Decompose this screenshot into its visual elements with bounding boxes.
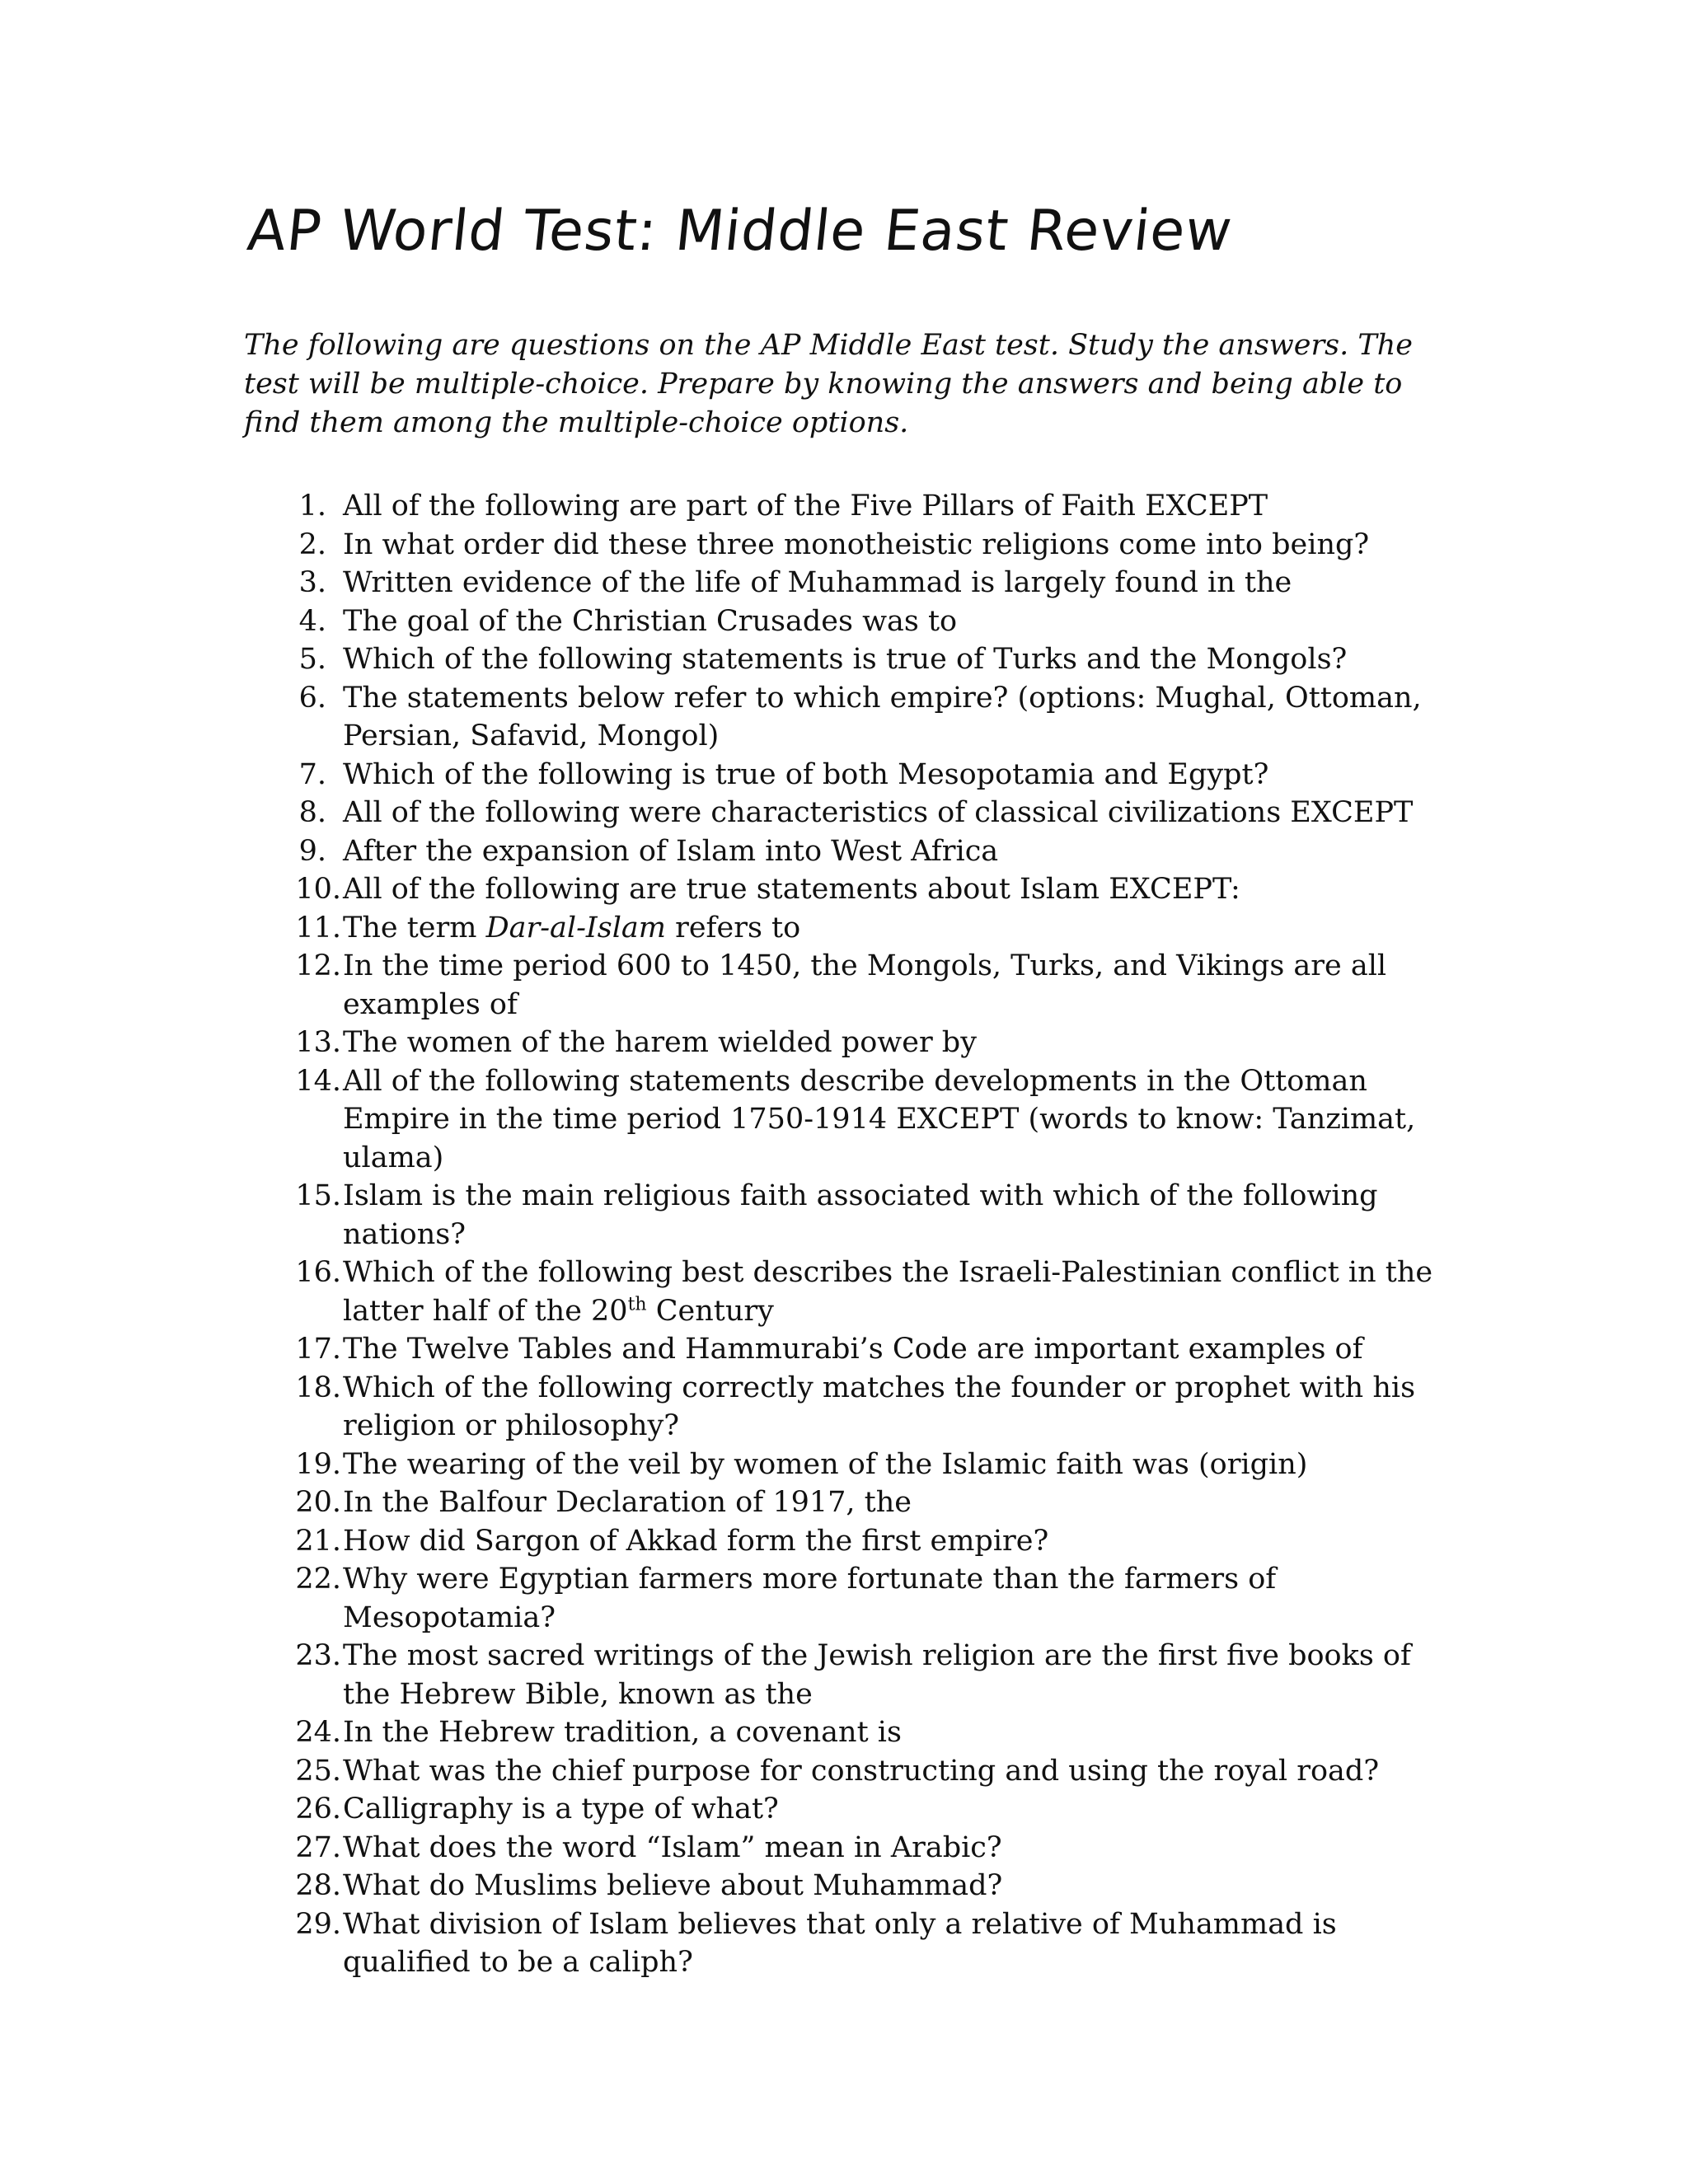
ordinal-suffix: th — [627, 1293, 647, 1315]
question-text: After the expansion of Islam into West Africa — [343, 834, 999, 868]
question-item — [244, 1790, 1447, 1829]
document-intro: The following are questions on the AP Middle East test. Study the answers. The test will be multiple-choice. Prepare by knowing the answers and being able to find them among the multiple-choice options. — [244, 329, 1413, 439]
question-text-part: The term — [343, 911, 486, 944]
question-number: 20. — [295, 1486, 341, 1519]
question-text: How did Sargon of Akkad form the first empire? — [343, 1524, 1049, 1558]
question-text: In the Hebrew tradition, a covenant is — [343, 1716, 902, 1749]
question-text: The women of the harem wielded power by — [343, 1026, 977, 1059]
question-item — [244, 756, 1447, 794]
question-number: 25. — [295, 1754, 341, 1788]
question-number: 29. — [295, 1907, 341, 1941]
question-text: All of the following were characteristics of classical civilizations EXCEPT — [343, 796, 1414, 829]
document-page — [244, 194, 1447, 1982]
question-text: What does the word “Islam” mean in Arabic? — [343, 1830, 1002, 1864]
question-text: Why were Egyptian farmers more fortunate than the farmers of Mesopotamia? — [343, 1563, 1277, 1634]
question-text: What do Muslims believe about Muhammad? — [343, 1869, 1003, 1902]
question-item — [244, 1254, 1447, 1330]
question-text: All of the following statements describe developments in the Ottoman Empire in the time period 1750-1914 EXCEPT (words to know: Tanzimat, ulama) — [343, 1064, 1416, 1174]
question-number: 16. — [295, 1256, 341, 1289]
question-item — [244, 487, 1447, 526]
question-text: The wearing of the veil by women of the Islamic faith was (origin) — [343, 1447, 1308, 1481]
question-number: 10. — [295, 873, 341, 906]
question-item — [244, 526, 1447, 565]
question-item — [244, 909, 1447, 948]
question-text: What division of Islam believes that only a relative of Muhammad is qualified to be a caliph? — [343, 1907, 1337, 1979]
question-item — [244, 1905, 1447, 1982]
question-number: 27. — [295, 1830, 341, 1864]
question-item — [244, 1560, 1447, 1637]
question-number: 19. — [295, 1447, 341, 1481]
question-text: The Twelve Tables and Hammurabi’s Code are important examples of — [343, 1333, 1363, 1366]
question-text: The goal of the Christian Crusades was to — [343, 604, 958, 638]
question-text — [343, 1254, 1447, 1330]
question-number: 6. — [298, 681, 326, 715]
question-number: 28. — [295, 1869, 341, 1902]
question-text: In what order did these three monotheistic religions come into being? — [343, 527, 1370, 561]
question-number: 1. — [298, 490, 326, 523]
question-number: 9. — [298, 834, 326, 868]
question-item — [244, 1177, 1447, 1254]
question-item — [244, 1522, 1447, 1561]
question-item — [244, 1446, 1447, 1484]
question-item — [244, 1637, 1447, 1713]
question-item — [244, 1829, 1447, 1868]
question-item — [244, 1483, 1447, 1522]
question-item — [244, 679, 1447, 756]
question-item — [244, 1369, 1447, 1446]
question-text: Which of the following correctly matches the founder or prophet with his religion or philosophy? — [343, 1371, 1416, 1442]
question-item — [244, 1867, 1447, 1905]
question-number: 11. — [295, 911, 341, 944]
question-text-part: refers to — [665, 911, 801, 944]
question-text: In the time period 600 to 1450, the Mongols, Turks, and Vikings are all examples of — [343, 949, 1387, 1021]
question-number: 26. — [295, 1793, 341, 1825]
question-number: 12. — [295, 949, 341, 982]
question-number: 13. — [295, 1026, 341, 1059]
question-item — [244, 602, 1447, 641]
question-item — [244, 947, 1447, 1024]
question-number: 21. — [295, 1524, 341, 1558]
document-title: AP World Test: Middle East Review — [244, 199, 1236, 264]
question-text-part: Century — [646, 1294, 774, 1328]
question-text: Islam is the main religious faith associated with which of the following nations? — [343, 1179, 1378, 1251]
question-number: 8. — [298, 796, 326, 829]
question-text: What was the chief purpose for constructing and using the royal road? — [343, 1754, 1380, 1788]
question-text: All of the following are true statements about Islam EXCEPT: — [343, 873, 1240, 906]
question-item — [244, 870, 1447, 909]
question-number: 17. — [295, 1333, 341, 1366]
question-item — [244, 564, 1447, 602]
question-text: In the Balfour Declaration of 1917, the — [343, 1486, 912, 1519]
question-number: 4. — [298, 604, 326, 638]
question-number: 7. — [298, 757, 326, 791]
question-item — [244, 794, 1447, 832]
question-text: All of the following are part of the Five Pillars of Faith EXCEPT — [343, 490, 1268, 523]
question-text: Which of the following is true of both Mesopotamia and Egypt? — [343, 757, 1269, 791]
question-text: Calligraphy is a type of what? — [343, 1793, 779, 1825]
question-item — [244, 1752, 1447, 1791]
question-text: The most sacred writings of the Jewish religion are the first five books of the Hebrew Bible, known as the — [343, 1639, 1411, 1711]
question-term: Dar-al-Islam — [485, 911, 666, 944]
question-text: The statements below refer to which empire? (options: Mughal, Ottoman, Persian, Safavid, Mongol) — [343, 681, 1422, 752]
question-item — [244, 1330, 1447, 1369]
question-number: 14. — [295, 1064, 341, 1098]
question-item — [244, 1062, 1447, 1178]
question-item — [244, 1713, 1447, 1752]
question-number: 5. — [298, 643, 326, 676]
question-number: 15. — [295, 1179, 341, 1212]
question-text: Written evidence of the life of Muhammad is largely found in the — [343, 566, 1292, 599]
question-number: 2. — [298, 527, 326, 561]
question-text-part: Which of the following best describes the Israeli-Palestinian conflict in the latter half of the 20 — [343, 1256, 1433, 1328]
question-number: 24. — [295, 1716, 341, 1749]
question-number: 3. — [298, 566, 326, 599]
question-number: 18. — [295, 1371, 341, 1404]
question-item — [244, 640, 1447, 679]
question-item — [244, 1024, 1447, 1062]
question-item — [244, 832, 1447, 871]
question-number: 23. — [295, 1639, 341, 1672]
question-text: Which of the following statements is true of Turks and the Mongols? — [343, 643, 1348, 676]
question-number: 22. — [295, 1563, 341, 1596]
question-text — [343, 909, 1447, 948]
question-list — [244, 487, 1447, 1982]
